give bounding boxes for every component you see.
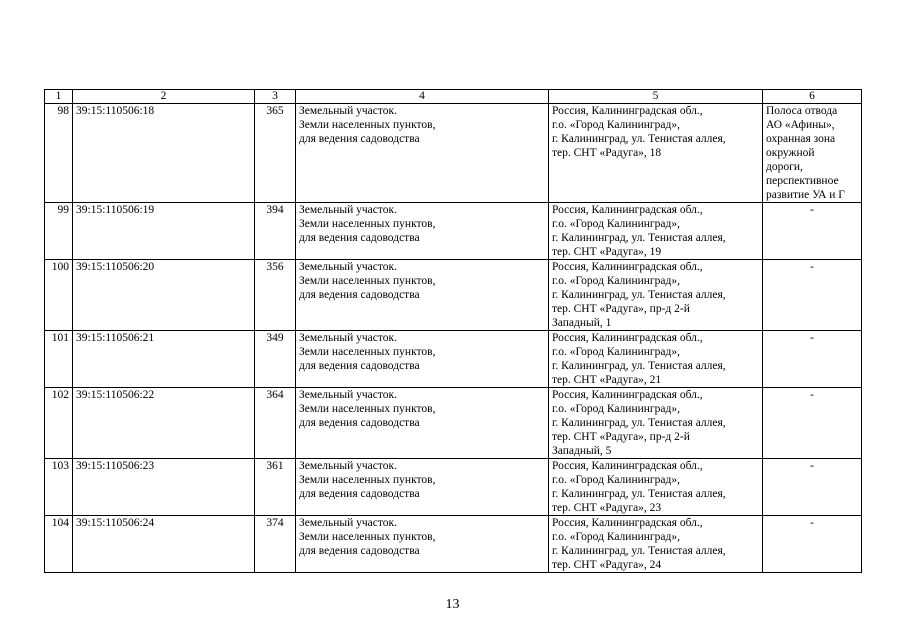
- address-line: г.о. «Город Калининград»,: [552, 275, 680, 287]
- address-line: Россия, Калининградская обл.,: [552, 204, 703, 216]
- description-line: Земли населенных пунктов,: [299, 474, 436, 486]
- table-row: [45, 104, 862, 203]
- plot-address: [549, 331, 763, 388]
- row-number: 102: [45, 388, 73, 459]
- address-line: Западный, 1: [552, 317, 612, 329]
- address-line: г. Калининград, ул. Тенистая аллея,: [552, 289, 726, 301]
- plot-restrictions: [763, 331, 862, 388]
- plot-description: [296, 388, 549, 459]
- description-line: Земельный участок.: [299, 460, 397, 472]
- plot-area: 374: [255, 516, 296, 573]
- restriction-line: -: [810, 204, 814, 216]
- land-plots-table: [44, 89, 862, 573]
- plot-restrictions: [763, 104, 862, 203]
- plot-restrictions: [763, 203, 862, 260]
- plot-address: [549, 388, 763, 459]
- address-line: Россия, Калининградская обл.,: [552, 332, 703, 344]
- address-line: тер. СНТ «Радуга», 24: [552, 559, 662, 571]
- row-number: 99: [45, 203, 73, 260]
- cadastral-number: 39:15:110506:21: [73, 331, 255, 388]
- address-line: Россия, Калининградская обл.,: [552, 105, 703, 117]
- plot-area: 394: [255, 203, 296, 260]
- address-line: г.о. «Город Калининград»,: [552, 346, 680, 358]
- row-number: 101: [45, 331, 73, 388]
- plot-restrictions: [763, 388, 862, 459]
- restriction-line: Полоса отвода: [766, 105, 838, 117]
- restriction-line: АО «Афины»,: [766, 119, 835, 131]
- address-line: Западный, 5: [552, 445, 612, 457]
- plot-address: [549, 516, 763, 573]
- plot-description: [296, 203, 549, 260]
- plot-area: 356: [255, 260, 296, 331]
- cadastral-number: 39:15:110506:18: [73, 104, 255, 203]
- description-line: Земельный участок.: [299, 332, 397, 344]
- description-line: для ведения садоводства: [299, 133, 420, 145]
- table-row: [45, 203, 862, 260]
- description-line: Земли населенных пунктов,: [299, 346, 436, 358]
- plot-area: 361: [255, 459, 296, 516]
- plot-description: [296, 104, 549, 203]
- address-line: г. Калининград, ул. Тенистая аллея,: [552, 360, 726, 372]
- plot-restrictions: [763, 516, 862, 573]
- address-line: тер. СНТ «Радуга», 19: [552, 246, 662, 258]
- plot-restrictions: [763, 459, 862, 516]
- address-line: г.о. «Город Калининград»,: [552, 119, 680, 131]
- plot-area: 365: [255, 104, 296, 203]
- column-number-6: 6: [763, 90, 862, 104]
- restriction-line: -: [810, 389, 814, 401]
- address-line: г. Калининград, ул. Тенистая аллея,: [552, 488, 726, 500]
- cadastral-number: 39:15:110506:24: [73, 516, 255, 573]
- plot-area: 349: [255, 331, 296, 388]
- cadastral-number: 39:15:110506:23: [73, 459, 255, 516]
- description-line: для ведения садоводства: [299, 488, 420, 500]
- cadastral-number: 39:15:110506:20: [73, 260, 255, 331]
- row-number: 98: [45, 104, 73, 203]
- description-line: Земельный участок.: [299, 204, 397, 216]
- address-line: г. Калининград, ул. Тенистая аллея,: [552, 417, 726, 429]
- column-number-row: [45, 90, 862, 104]
- address-line: г.о. «Город Калининград»,: [552, 474, 680, 486]
- table-row: [45, 516, 862, 573]
- address-line: г.о. «Город Калининград»,: [552, 403, 680, 415]
- description-line: Земельный участок.: [299, 261, 397, 273]
- table-row: [45, 388, 862, 459]
- page-number: 13: [445, 597, 460, 612]
- plot-description: [296, 260, 549, 331]
- address-line: тер. СНТ «Радуга», 18: [552, 147, 662, 159]
- column-number-5: 5: [549, 90, 763, 104]
- address-line: тер. СНТ «Радуга», 21: [552, 374, 662, 386]
- address-line: Россия, Калининградская обл.,: [552, 261, 703, 273]
- description-line: Земли населенных пунктов,: [299, 403, 436, 415]
- row-number: 103: [45, 459, 73, 516]
- plot-description: [296, 331, 549, 388]
- address-line: тер. СНТ «Радуга», 23: [552, 502, 662, 514]
- table-row: [45, 260, 862, 331]
- plot-restrictions: [763, 260, 862, 331]
- plot-area: 364: [255, 388, 296, 459]
- plot-address: [549, 260, 763, 331]
- plot-address: [549, 203, 763, 260]
- plot-description: [296, 459, 549, 516]
- table-row: [45, 459, 862, 516]
- address-line: Россия, Калининградская обл.,: [552, 460, 703, 472]
- description-line: для ведения садоводства: [299, 545, 420, 557]
- column-number-3: 3: [255, 90, 296, 104]
- restriction-line: -: [810, 261, 814, 273]
- column-number-2: 2: [73, 90, 255, 104]
- restriction-line: развитие УА и Г: [766, 189, 845, 201]
- plot-description: [296, 516, 549, 573]
- restriction-line: -: [810, 517, 814, 529]
- address-line: г.о. «Город Калининград»,: [552, 531, 680, 543]
- address-line: Россия, Калининградская обл.,: [552, 389, 703, 401]
- description-line: для ведения садоводства: [299, 289, 420, 301]
- column-number-4: 4: [296, 90, 549, 104]
- description-line: Земельный участок.: [299, 517, 397, 529]
- description-line: Земли населенных пунктов,: [299, 275, 436, 287]
- address-line: Россия, Калининградская обл.,: [552, 517, 703, 529]
- restriction-line: -: [810, 460, 814, 472]
- address-line: г. Калининград, ул. Тенистая аллея,: [552, 232, 726, 244]
- table-row: [45, 331, 862, 388]
- restriction-line: дороги,: [766, 161, 803, 173]
- description-line: для ведения садоводства: [299, 360, 420, 372]
- restriction-line: охранная зона: [766, 133, 836, 145]
- description-line: Земли населенных пунктов,: [299, 531, 436, 543]
- plot-address: [549, 459, 763, 516]
- address-line: г. Калининград, ул. Тенистая аллея,: [552, 545, 726, 557]
- cadastral-number: 39:15:110506:19: [73, 203, 255, 260]
- plot-address: [549, 104, 763, 203]
- description-line: для ведения садоводства: [299, 417, 420, 429]
- restriction-line: перспективное: [766, 175, 839, 187]
- address-line: тер. СНТ «Радуга», пр-д 2-й: [552, 431, 690, 443]
- description-line: Земли населенных пунктов,: [299, 218, 436, 230]
- address-line: г.о. «Город Калининград»,: [552, 218, 680, 230]
- address-line: тер. СНТ «Радуга», пр-д 2-й: [552, 303, 690, 315]
- restriction-line: окружной: [766, 147, 815, 159]
- address-line: г. Калининград, ул. Тенистая аллея,: [552, 133, 726, 145]
- description-line: Земельный участок.: [299, 389, 397, 401]
- description-line: Земли населенных пунктов,: [299, 119, 436, 131]
- row-number: 104: [45, 516, 73, 573]
- cadastral-number: 39:15:110506:22: [73, 388, 255, 459]
- column-number-1: 1: [45, 90, 73, 104]
- restriction-line: -: [810, 332, 814, 344]
- row-number: 100: [45, 260, 73, 331]
- description-line: Земельный участок.: [299, 105, 397, 117]
- description-line: для ведения садоводства: [299, 232, 420, 244]
